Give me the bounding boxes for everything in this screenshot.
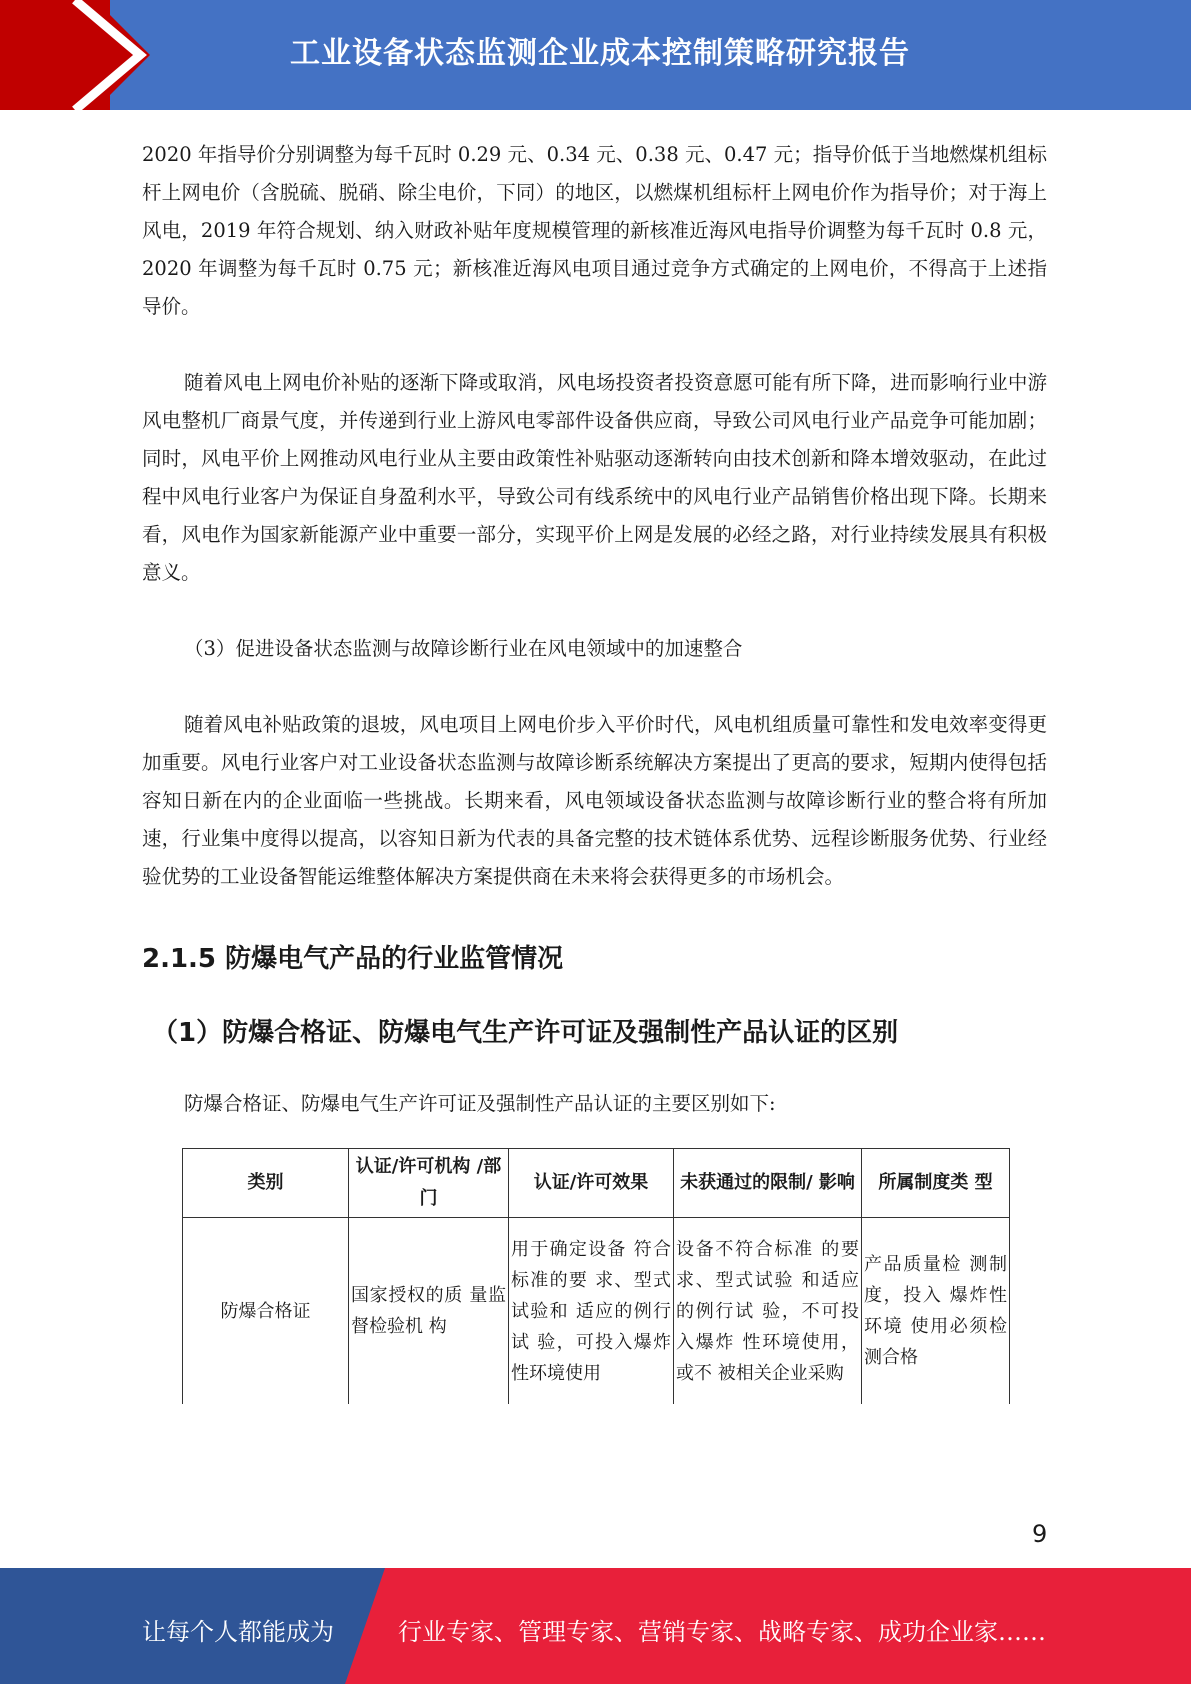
table-cell: 防爆合格证 [183,1218,349,1405]
subheading-3: （3）促进设备状态监测与故障诊断行业在风电领域中的加速整合 [184,637,743,660]
subsection-heading: （1）防爆合格证、防爆电气生产许可证及强制性产品认证的区别 [152,1018,899,1048]
table-header-cell: 未获通过的限制/ 影响 [674,1149,862,1218]
header-title: 工业设备状态监测企业成本控制策略研究报告 [290,36,910,71]
table-intro: 防爆合格证、防爆电气生产许可证及强制性产品认证的主要区别如下: [184,1092,776,1115]
paragraph-3: 随着风电补贴政策的退坡，风电项目上网电价步入平价时代，风电机组质量可靠性和发电效率变得更加重要。风电行业客户对工业设备状态监测与故障诊断系统解决方案提出了更高的要求，短期内使得包括容知日新在内的企业面临一些挑战。长期来看，风电领域设备状态监测与故障诊断行业的整合将有所加速，行业集中度得以提高，以容知日新为代表的具备完整的技术链体系优势、远程诊断服务优势、行业经验优势的工业设备智能运维整体解决方案提供商在未来将会获得更多的市场机会。 [142,713,1047,888]
table-cell: 设备不符合标准 的要求、型式试验 和适应的例行试 验，不可投入爆炸 性环境使用，或不 被相关企业采购 [674,1218,862,1405]
table-cell: 用于确定设备 符合标准的要 求、型式试验和 适应的例行试 验，可投入爆炸 性环境使用 [509,1218,674,1405]
table-header-cell: 认证/许可效果 [509,1149,674,1218]
table-row [183,1218,1010,1405]
page-header [0,0,1191,110]
page-footer [0,1568,1191,1684]
table-cell: 产品质量检 测制度，投入 爆炸性环境 使用必须检 测合格 [862,1218,1010,1405]
table-header-cell: 认证/许可机构 /部门 [349,1149,509,1218]
table-cell: 国家授权的质 量监督检验机 构 [349,1218,509,1405]
body-text [142,136,1047,896]
certification-table [182,1148,1010,1404]
header-chevron-icon [0,0,200,110]
footer-slogan-right: 行业专家、管理专家、营销专家、战略专家、成功企业家…… [398,1618,1046,1646]
page-number: 9 [1032,1520,1048,1548]
paragraph-1: 2020 年指导价分别调整为每千瓦时 0.29 元、0.34 元、0.38 元、0.47 元；指导价低于当地燃煤机组标杆上网电价（含脱硫、脱硝、除尘电价，下同）的地区，以燃煤机组标杆上网电价作为指导价；对于海上风电，2019 年符合规划、纳入财政补贴年度规模管理的新核准近海风电指导价调整为每千瓦时 0.8 元，2020 年调整为每千瓦时 0.75 元；新核准近海风电项目通过竞争方式确定的上网电价，不得高于上述指导价。 [142,143,1047,318]
paragraph-2: 随着风电上网电价补贴的逐渐下降或取消，风电场投资者投资意愿可能有所下降，进而影响行业中游风电整机厂商景气度，并传递到行业上游风电零部件设备供应商，导致公司风电行业产品竞争可能加剧；同时，风电平价上网推动风电行业从主要由政策性补贴驱动逐渐转向由技术创新和降本增效驱动，在此过程中风电行业客户为保证自身盈利水平，导致公司有线系统中的风电行业产品销售价格出现下降。长期来看，风电作为国家新能源产业中重要一部分，实现平价上网是发展的必经之路，对行业持续发展具有积极意义。 [142,371,1047,584]
table-header-row [183,1149,1010,1218]
footer-slogan-left: 让每个人都能成为 [142,1618,334,1646]
table-header-cell: 类别 [183,1149,349,1218]
section-heading: 2.1.5 防爆电气产品的行业监管情况 [142,944,564,974]
table-header-cell: 所属制度类 型 [862,1149,1010,1218]
